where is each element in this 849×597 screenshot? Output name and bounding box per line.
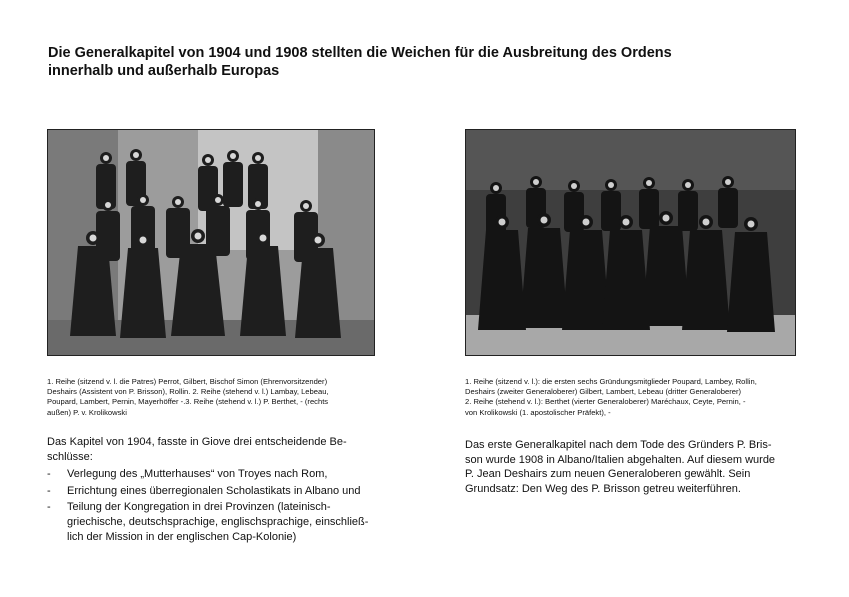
caption-line: 2. Reihe (stehend v. l.): Berthet (vierter Generaloberer) Maréchaux, Ceyte, Pernin, -	[465, 397, 746, 407]
list-dash: -	[47, 501, 51, 514]
caption-line: 1. Reihe (sitzend v. l. die Patres) Perrot, Gilbert, Bischof Simon (Ehrenvorsitzender)	[47, 377, 328, 386]
group-photo-1904-figures	[48, 130, 374, 355]
chapter-1908-text	[465, 438, 825, 496]
heading-line-2: innerhalb und außerhalb Europas	[48, 63, 280, 79]
list-item-line: Errichtung eines überregionalen Scholastikats in Albano und	[67, 484, 361, 497]
decision-list	[47, 467, 407, 544]
list-item-line: Teilung der Kongregation in drei Provinzen (lateinisch-	[67, 501, 331, 514]
caption-line: Deshairs (zweiter Generaloberer) Gilbert, Lambert, Lebeau (dritter Generaloberer)	[465, 387, 742, 397]
paragraph-line: Das erste Generalkapitel nach dem Tode des Gründers P. Bris-	[465, 439, 772, 451]
paragraph-line: son wurde 1908 in Albano/Italien abgehalten. Auf diesem wurde	[465, 453, 776, 466]
caption-line: außen) P. v. Krolikowski	[47, 407, 127, 417]
list-item-line: Verlegung des „Mutterhauses“ von Troyes nach Rom,	[67, 468, 328, 481]
intro-line: schlüsse:	[47, 450, 93, 463]
list-item	[47, 500, 407, 544]
chapter-1904-text	[47, 435, 407, 546]
paragraph-line: Grundsatz: Den Weg des P. Brisson getreu weiterführen.	[465, 482, 741, 495]
heading-line-1: Die Generalkapitel von 1904 und 1908 stellten die Weichen für die Ausbreitung des Ordens	[48, 45, 672, 61]
list-dash: -	[47, 468, 51, 481]
group-photo-1904	[47, 129, 375, 356]
list-dash: -	[47, 484, 51, 497]
group-photo-1908	[465, 129, 796, 356]
photo-1904-caption	[47, 377, 329, 418]
intro-line: Das Kapitel von 1904, fasste in Giove drei entscheidende Be-	[47, 436, 347, 448]
list-item	[47, 484, 407, 499]
caption-line: von Krolikowski (1. apostolischer Präfekt), -	[465, 407, 611, 417]
photo-1908-caption	[465, 377, 757, 418]
caption-line: Deshairs (Assistent von P. Brisson), Rollin. 2. Reihe (stehend v. l.) Lambay, Lebeau,	[47, 387, 329, 397]
list-item-line: griechische, deutschsprachige, englischsprachige, einschließ-	[67, 515, 369, 528]
page-heading	[48, 44, 748, 80]
list-item	[47, 467, 407, 482]
paragraph-line: P. Jean Deshairs zum neuen Generaloberen gewählt. Sein	[465, 468, 751, 481]
caption-line: 1. Reihe (sitzend v. l.): die ersten sechs Gründungsmitglieder Poupard, Lambey, Rollin,	[465, 377, 757, 386]
list-item-line: lich der Mission in der englischen Cap-Kolonie)	[67, 530, 297, 543]
caption-line: Poupard, Lambert, Pernin, Mayerhöffer -.3. Reihe (stehend v. l.) P. Berthet, - (rechts	[47, 397, 329, 407]
group-photo-1908-figures	[466, 130, 795, 355]
